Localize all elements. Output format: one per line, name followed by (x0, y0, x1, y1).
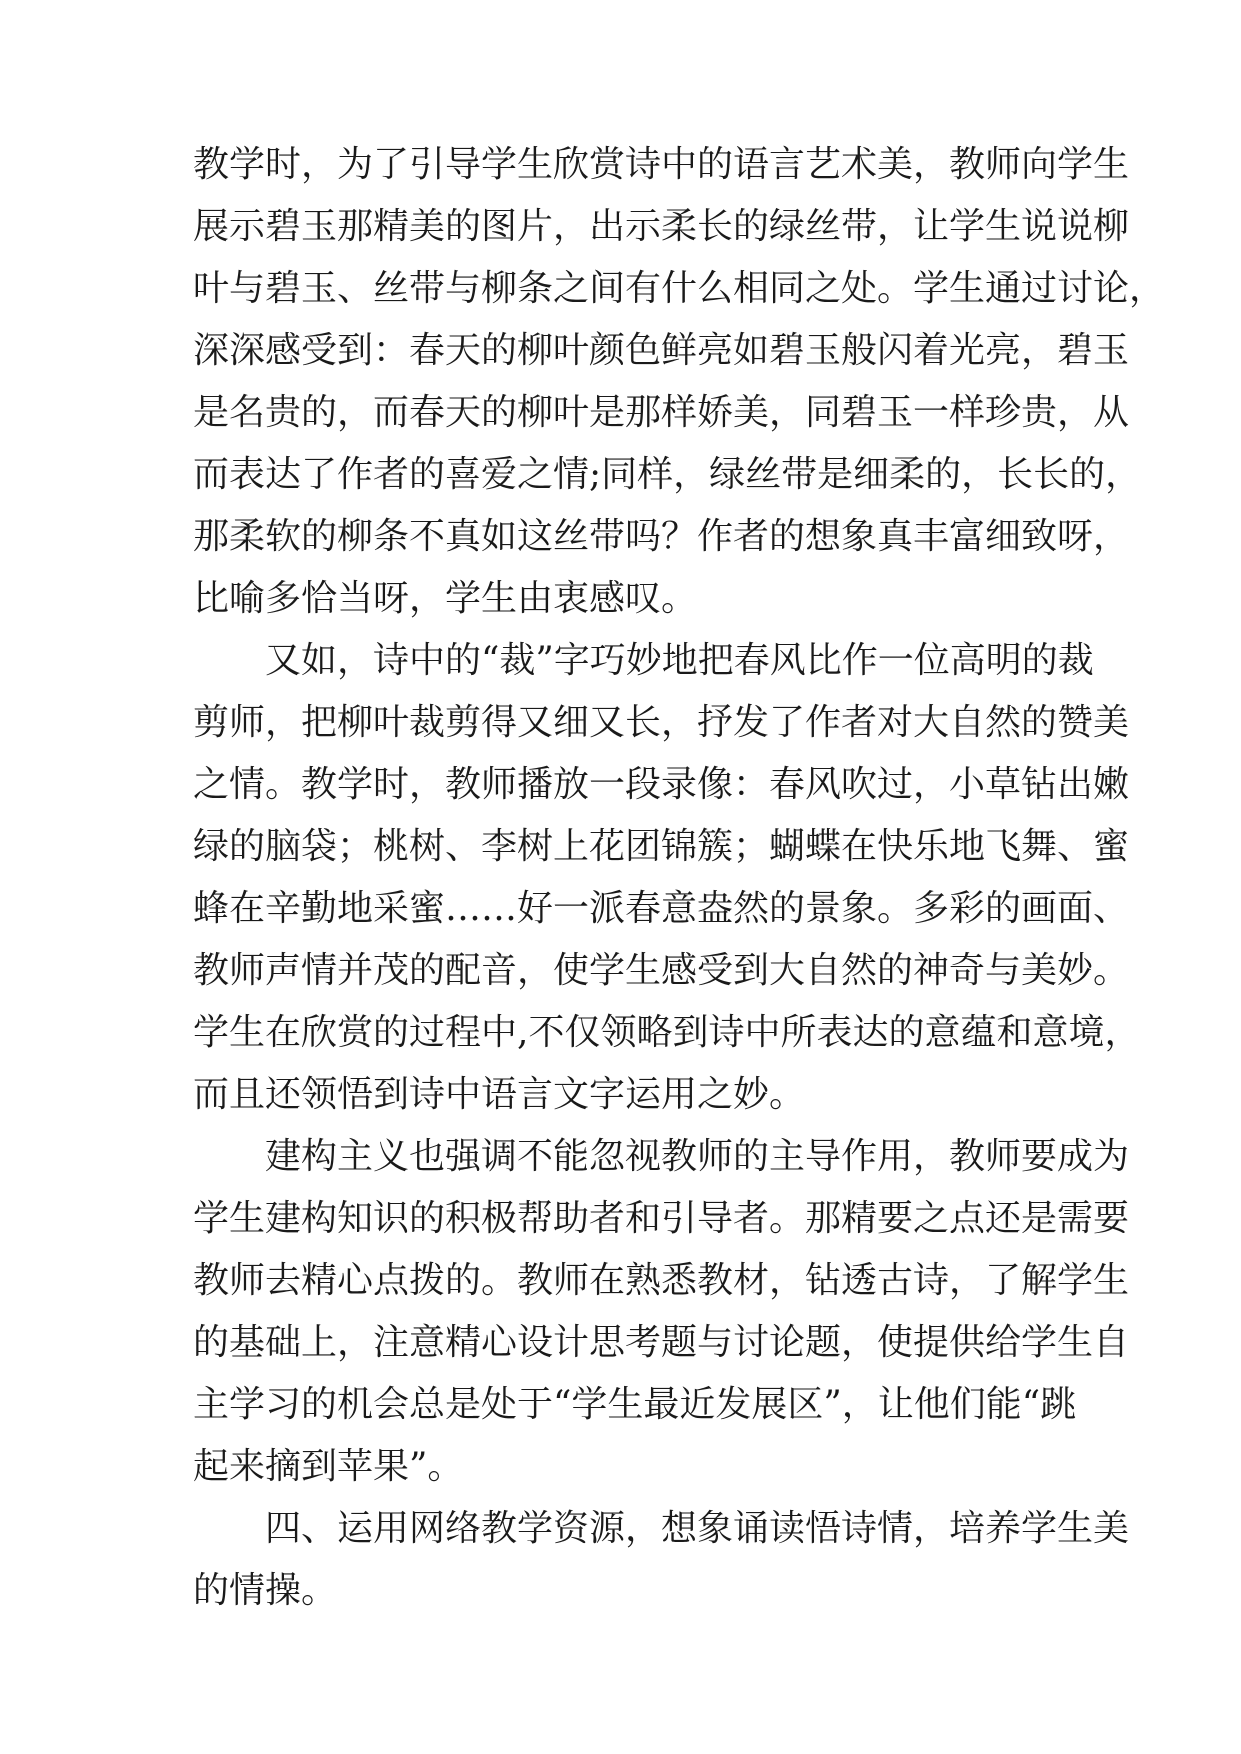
text-line: 起来摘到苹果”。 (193, 1446, 464, 1487)
text-line: 的基础上，注意精心设计思考题与讨论题，使提供给学生自 (193, 1322, 1130, 1363)
text-line: 剪师，把柳叶裁剪得又细又长，抒发了作者对大自然的赞美 (193, 702, 1130, 743)
text-line: 学生在欣赏的过程中,不仅领略到诗中所表达的意蕴和意境， (193, 1012, 1141, 1053)
text-line: 学生建构知识的积极帮助者和引导者。那精要之点还是需要 (193, 1198, 1130, 1239)
text-line: 绿的脑袋；桃树、李树上花团锦簇；蝴蝶在快乐地飞舞、蜜 (193, 826, 1130, 867)
text-line: 教学时，为了引导学生欣赏诗中的语言艺术美，教师向学生 (193, 144, 1130, 185)
text-line: 比喻多恰当呀，学生由衷感叹。 (193, 578, 698, 619)
text-line: 教师去精心点拨的。教师在熟悉教材，钻透古诗，了解学生 (193, 1260, 1130, 1301)
text-line: 而且还领悟到诗中语言文字运用之妙。 (193, 1074, 806, 1115)
text-line: 又如，诗中的“裁”字巧妙地把春风比作一位高明的裁 (265, 640, 1094, 681)
text-line: 教师声情并茂的配音，使学生感受到大自然的神奇与美妙。 (193, 950, 1130, 991)
text-line: 蜂在辛勤地采蜜……好一派春意盎然的景象。多彩的画面、 (193, 888, 1130, 929)
text-line: 那柔软的柳条不真如这丝带吗？作者的想象真丰富细致呀， (193, 516, 1130, 557)
text-line: 展示碧玉那精美的图片，出示柔长的绿丝带，让学生说说柳 (193, 206, 1130, 247)
text-line: 之情。教学时，教师播放一段录像：春风吹过，小草钻出嫩 (193, 764, 1130, 805)
text-line: 而表达了作者的喜爱之情;同样，绿丝带是细柔的，长长的， (193, 454, 1142, 495)
text-line: 四、运用网络教学资源，想象诵读悟诗情，培养学生美 (265, 1508, 1130, 1549)
text-line: 叶与碧玉、丝带与柳条之间有什么相同之处。学生通过讨论， (193, 268, 1166, 309)
text-line: 的情操。 (193, 1570, 338, 1611)
text-line: 主学习的机会总是处于“学生最近发展区”，让他们能“跳 (193, 1384, 1077, 1425)
text-line: 深深感受到：春天的柳叶颜色鲜亮如碧玉般闪着光亮，碧玉 (193, 330, 1130, 371)
text-line: 是名贵的，而春天的柳叶是那样娇美，同碧玉一样珍贵，从 (193, 392, 1130, 433)
text-line: 建构主义也强调不能忽视教师的主导作用，教师要成为 (265, 1136, 1130, 1177)
